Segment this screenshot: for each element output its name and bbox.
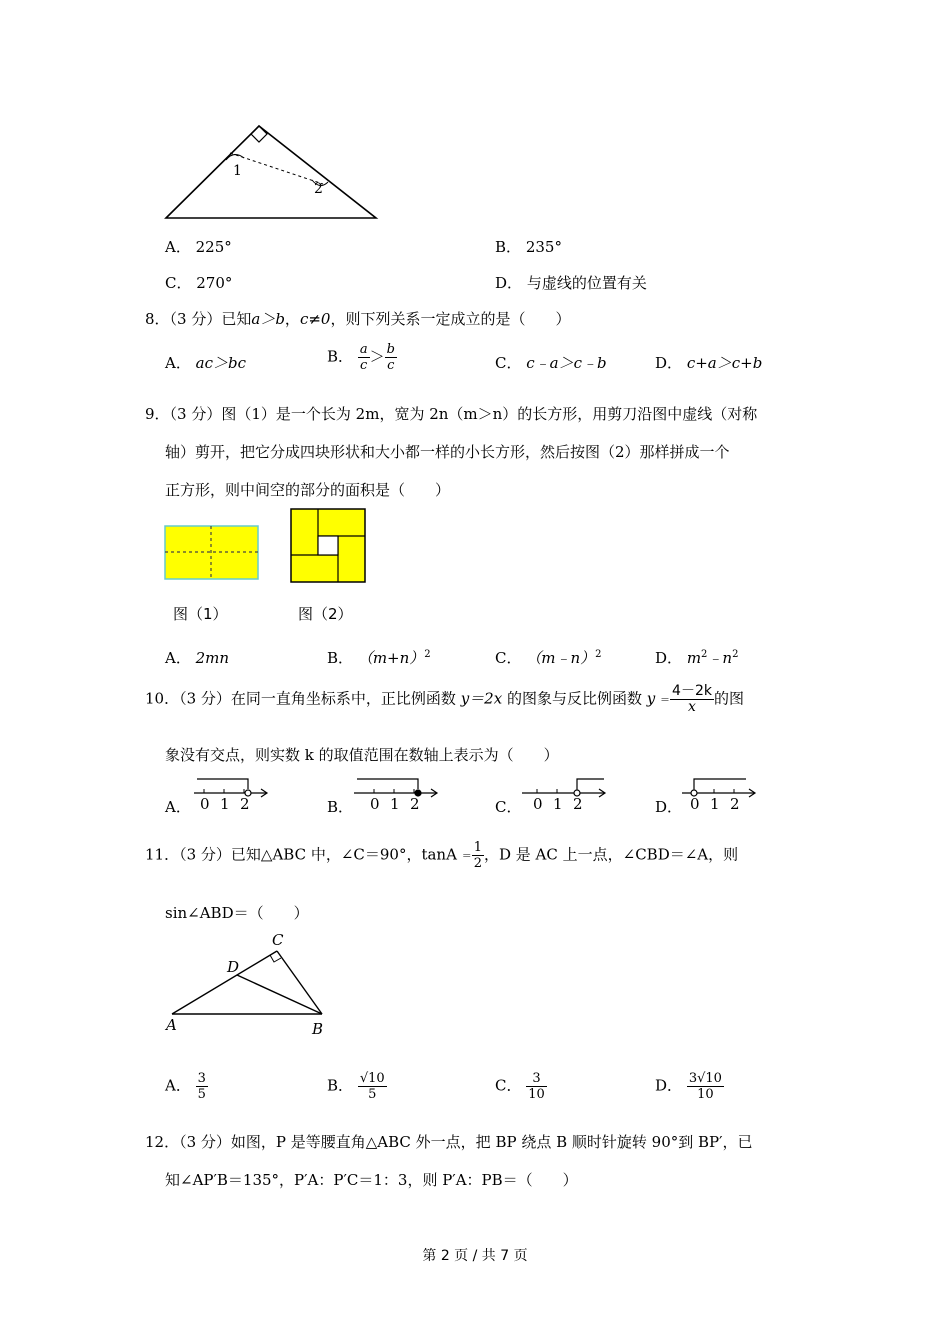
label-B: B [312, 1020, 324, 1038]
q11-triangle-figure [160, 928, 340, 1040]
page-footer: 第 2 页 / 共 7 页 [422, 1248, 528, 1264]
q10-option-b-label[interactable]: B． [327, 798, 354, 816]
q11-stem-line2: sin∠ABD＝（ ） [165, 904, 309, 922]
q9-stem-line3: 正方形，则中间空的部分的面积是（ ） [165, 481, 451, 499]
q11-option-a[interactable]: A． $\frac{3}{5}$ [165, 1071, 206, 1102]
q11-option-c[interactable]: C． $\frac{3}{10}$ [495, 1071, 545, 1102]
tick-0: 0 [690, 795, 700, 813]
tick-2: 2 [410, 795, 420, 813]
q7-option-a[interactable]: A． 225° [165, 238, 232, 256]
q9-option-b[interactable]: B． $(m+n)^2$ [327, 649, 431, 667]
tick-1: 1 [553, 795, 563, 813]
q10-number-line-d[interactable] [680, 775, 760, 813]
q9-figure-2 [289, 507, 369, 585]
q8-stem: 8．（3 分）已知a＞b，c≠0，则下列关系一定成立的是（ ） [145, 310, 571, 328]
angle-label-2: 2 [314, 181, 323, 197]
q12-stem-line1: 12．（3 分）如图，P 是等腰直角△ABC 外一点，把 BP 绕点 B 顺时针旋转 90°到 BP′，已 [145, 1133, 753, 1151]
q9-stem-line2: 轴）剪开，把它分成四块形状和大小都一样的小长方形，然后按图（2）那样拼成一个 [165, 443, 730, 461]
q9-option-c[interactable]: C． （m﹣n）$^2$ [495, 649, 602, 667]
label-C: C [272, 931, 284, 949]
q9-fig1-caption: 图（1） [173, 605, 228, 623]
tick-1: 1 [390, 795, 400, 813]
q8-option-c[interactable]: C． c﹣a＞c﹣b [495, 354, 607, 372]
q9-option-d[interactable]: D． $m^2﹣n^2$ [655, 649, 739, 667]
label-D: D [227, 958, 240, 976]
q11-option-d[interactable]: D． $\frac{3√10}{10}$ [655, 1071, 722, 1102]
q10-number-line-b[interactable] [352, 775, 442, 813]
q11-stem-line1: 11．（3 分）已知△ABC 中，∠C＝90°，tanA ＝ $\frac{1}{2}$ ，D 是 AC 上一点，∠CBD＝∠A，则 [145, 840, 739, 871]
q10-option-a-label[interactable]: A． [165, 798, 191, 816]
q10-number-line-c[interactable] [520, 775, 610, 813]
label-A: A [166, 1016, 177, 1034]
q10-stem-line1: 10．（3 分）在同一直角坐标系中，正比例函数 y＝2x 的图象与反比例函数 y ＝ $\frac{4-2k}{x}$ 的图 [145, 683, 744, 715]
q7-option-b[interactable]: B． 235° [495, 238, 562, 256]
angle-label-1: 1 [233, 163, 242, 179]
q7-option-d[interactable]: D． 与虚线的位置有关 [495, 274, 647, 292]
tick-0: 0 [370, 795, 380, 813]
q10-number-line-a[interactable] [192, 775, 272, 813]
q12-stem-line2: 知∠AP′B＝135°，P′A：P′C＝1：3，则 P′A：PB＝（ ） [165, 1171, 578, 1189]
tick-2: 2 [730, 795, 740, 813]
q7-option-c[interactable]: C． 270° [165, 274, 233, 292]
q10-option-c-label[interactable]: C． [495, 798, 522, 816]
q7-triangle-figure [160, 120, 390, 225]
tick-1: 1 [220, 795, 230, 813]
q11-option-b[interactable]: B． $\frac{√10}{5}$ [327, 1071, 385, 1102]
tick-2: 2 [240, 795, 250, 813]
tick-0: 0 [200, 795, 210, 813]
q8-option-b[interactable]: B． $\frac{a}{c}$ ＞ $\frac{b}{c}$ [327, 342, 395, 373]
q9-stem-line1: 9．（3 分）图（1）是一个长为 2m，宽为 2n（m＞n）的长方形，用剪刀沿图中虚线（对称 [145, 405, 758, 423]
q9-figure-1 [163, 524, 263, 582]
tick-0: 0 [533, 795, 543, 813]
q9-fig2-caption: 图（2） [298, 605, 353, 623]
q8-option-a[interactable]: A． ac＞bc [165, 354, 246, 372]
q10-option-d-label[interactable]: D． [655, 798, 683, 816]
q8-option-d[interactable]: D． c+a＞c+b [655, 354, 763, 372]
tick-2: 2 [573, 795, 583, 813]
q10-stem-line2: 象没有交点，则实数 k 的取值范围在数轴上表示为（ ） [165, 746, 559, 764]
tick-1: 1 [710, 795, 720, 813]
q9-option-a[interactable]: A． 2mn [165, 649, 230, 667]
